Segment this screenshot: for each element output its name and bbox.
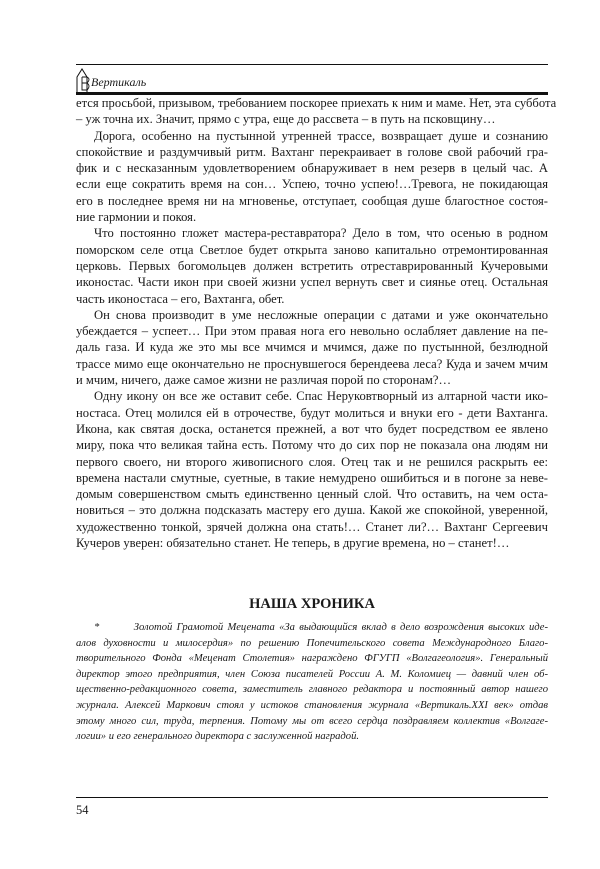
chronicle-note [76, 620, 548, 745]
text-line: художественно тонкой, зрячей должна она стать!… Станет ли?… Вахтанг Сергеевич [76, 519, 548, 534]
chronicle-line: директор этого предприятия, член Союза писателей России А. М. Коломиец — давний член об- [76, 668, 548, 680]
text-line: и мчим, ничего, даже самое жизни не различая порой по сторонам?… [76, 373, 452, 388]
paragraph [76, 128, 548, 226]
paragraph [76, 388, 548, 551]
text-line: Дорога, особенно на пустынной утренней трассе, возвращает душе и сознанию [94, 128, 548, 143]
text-line: ностаса. Отец молился ей в отрочестве, будут молиться и внуки его - дети Вахтанга. [76, 405, 548, 420]
text-line: спокойствие и раздумчивый ритм. Вахтанг перекраивает в голове свой рабочий гра- [76, 144, 548, 159]
text-line: ется просьбой, призывом, требованием поскорее приехать к ним и маме. Нет, эта суббота [76, 96, 557, 110]
text-line: часть иконостаса – его, Вахтанга, обет. [76, 291, 285, 306]
footer-rule [76, 797, 548, 798]
paragraph [76, 95, 557, 128]
journal-logo [76, 67, 146, 93]
text-line: ние гармонии и покоя. [76, 210, 197, 225]
text-line: домым совершенством смыть единственно ценный слой. Что оставить, на чем оста- [76, 487, 548, 502]
text-line: трассе мимо еще окончательно не проснувшегося берендеева леса? Куда и зачем мчим [76, 356, 548, 371]
journal-title: Вертикаль [91, 75, 147, 89]
paragraph [76, 307, 548, 388]
text-line: его в последнее время ни на мгновенье, отступает, сообщая душе благостное состоя- [76, 193, 548, 208]
article-body [76, 95, 557, 551]
text-line: Кучеров уверен: обязательно станет. Не теперь, в другие времена, но – станет!… [76, 536, 510, 551]
paragraph [76, 225, 548, 306]
text-line: Одну икону он все же оставит себе. Спас Неруковтворный из алтарной части ико- [94, 389, 548, 404]
chronicle-line: этому много сил, труда, терпения. Потому мы от всего сердца поздравляем коллектив «Волгаге- [76, 715, 548, 727]
chronicle-line: алов духовности и милосердия» по решению Попечительского совета Международного Благо- [76, 637, 548, 649]
chronicle-line: творительного Фонда «Меценат Столетия» награждено ФГУГП «Волгагеология». Генеральный [76, 653, 548, 665]
logo-church-icon [76, 67, 92, 93]
text-line: убеждается – успеет… При этом правая нога его невольно ослабляет давление на пе- [76, 324, 548, 339]
text-line: церковь. Первых богомольцев должен встретить отреставрированный Кучеровыми [76, 258, 548, 273]
text-line: Икона, как святая доска, останется прежней, а вот что будет посредством ее явлено [76, 421, 548, 436]
chronicle-line: * Золотой Грамотой Мецената «За выдающийся вклад в дело возрождения высоких иде- [94, 622, 548, 633]
text-line: даль газа. И куда же это мы все мчимся и мчимся, даже по пустынной, безлюдной [76, 340, 548, 355]
text-line: Что постоянно гложет мастера-реставратора? Дело в том, что осенью в родном [94, 226, 548, 241]
text-line: времена настали смутные, суетные, в такие немудрено ошибиться и в погоне за неве- [76, 470, 548, 485]
text-line: – уж точна их. Значит, прямо с утра, еще до рассвета – в путь на псковщину… [76, 112, 496, 127]
chronicle-line: щественно-редакционного совета, заместитель главного редактора и постоянный автор нашего [76, 684, 548, 696]
text-line: иконостас. Части икон при своей жизни успел вернуть свет и сиянье отец. Остальная [76, 275, 548, 290]
text-line: первого своего, ни второго живописного слоя. Отец так и не решился раскрыть ее: [76, 454, 548, 469]
text-line: новиться – это должна подсказать мастеру его душа. Какой же спокойной, уверенной, [76, 503, 548, 518]
chronicle-line: журнала. Алексей Маркович стоял у истоков становления журнала «Вертикаль.XXI век» отдав [76, 699, 548, 711]
text-line: миру, пока что великая тайна есть. Потому что до сих пор не показала она людям ни [76, 438, 548, 453]
text-line: если еще сократить время на сон… Успею, точно успею!…Тревога, не покидающая [76, 177, 548, 192]
section-heading: НАША ХРОНИКА [249, 596, 375, 612]
text-line: поморском селе отца Светлое будет открыта заново капитально отремонтированная [76, 242, 548, 257]
header-top-rule [76, 64, 548, 65]
text-line: Он снова производит в уме несложные операции с датами и уже окончательно [94, 307, 548, 322]
text-line: фик и с несказанным удовлетворением обнаруживает в нем резерв в целый час. А [76, 161, 548, 176]
chronicle-line: логии» и его генерального директора с заслуженной наградой. [76, 731, 360, 743]
page-number: 54 [76, 803, 89, 817]
